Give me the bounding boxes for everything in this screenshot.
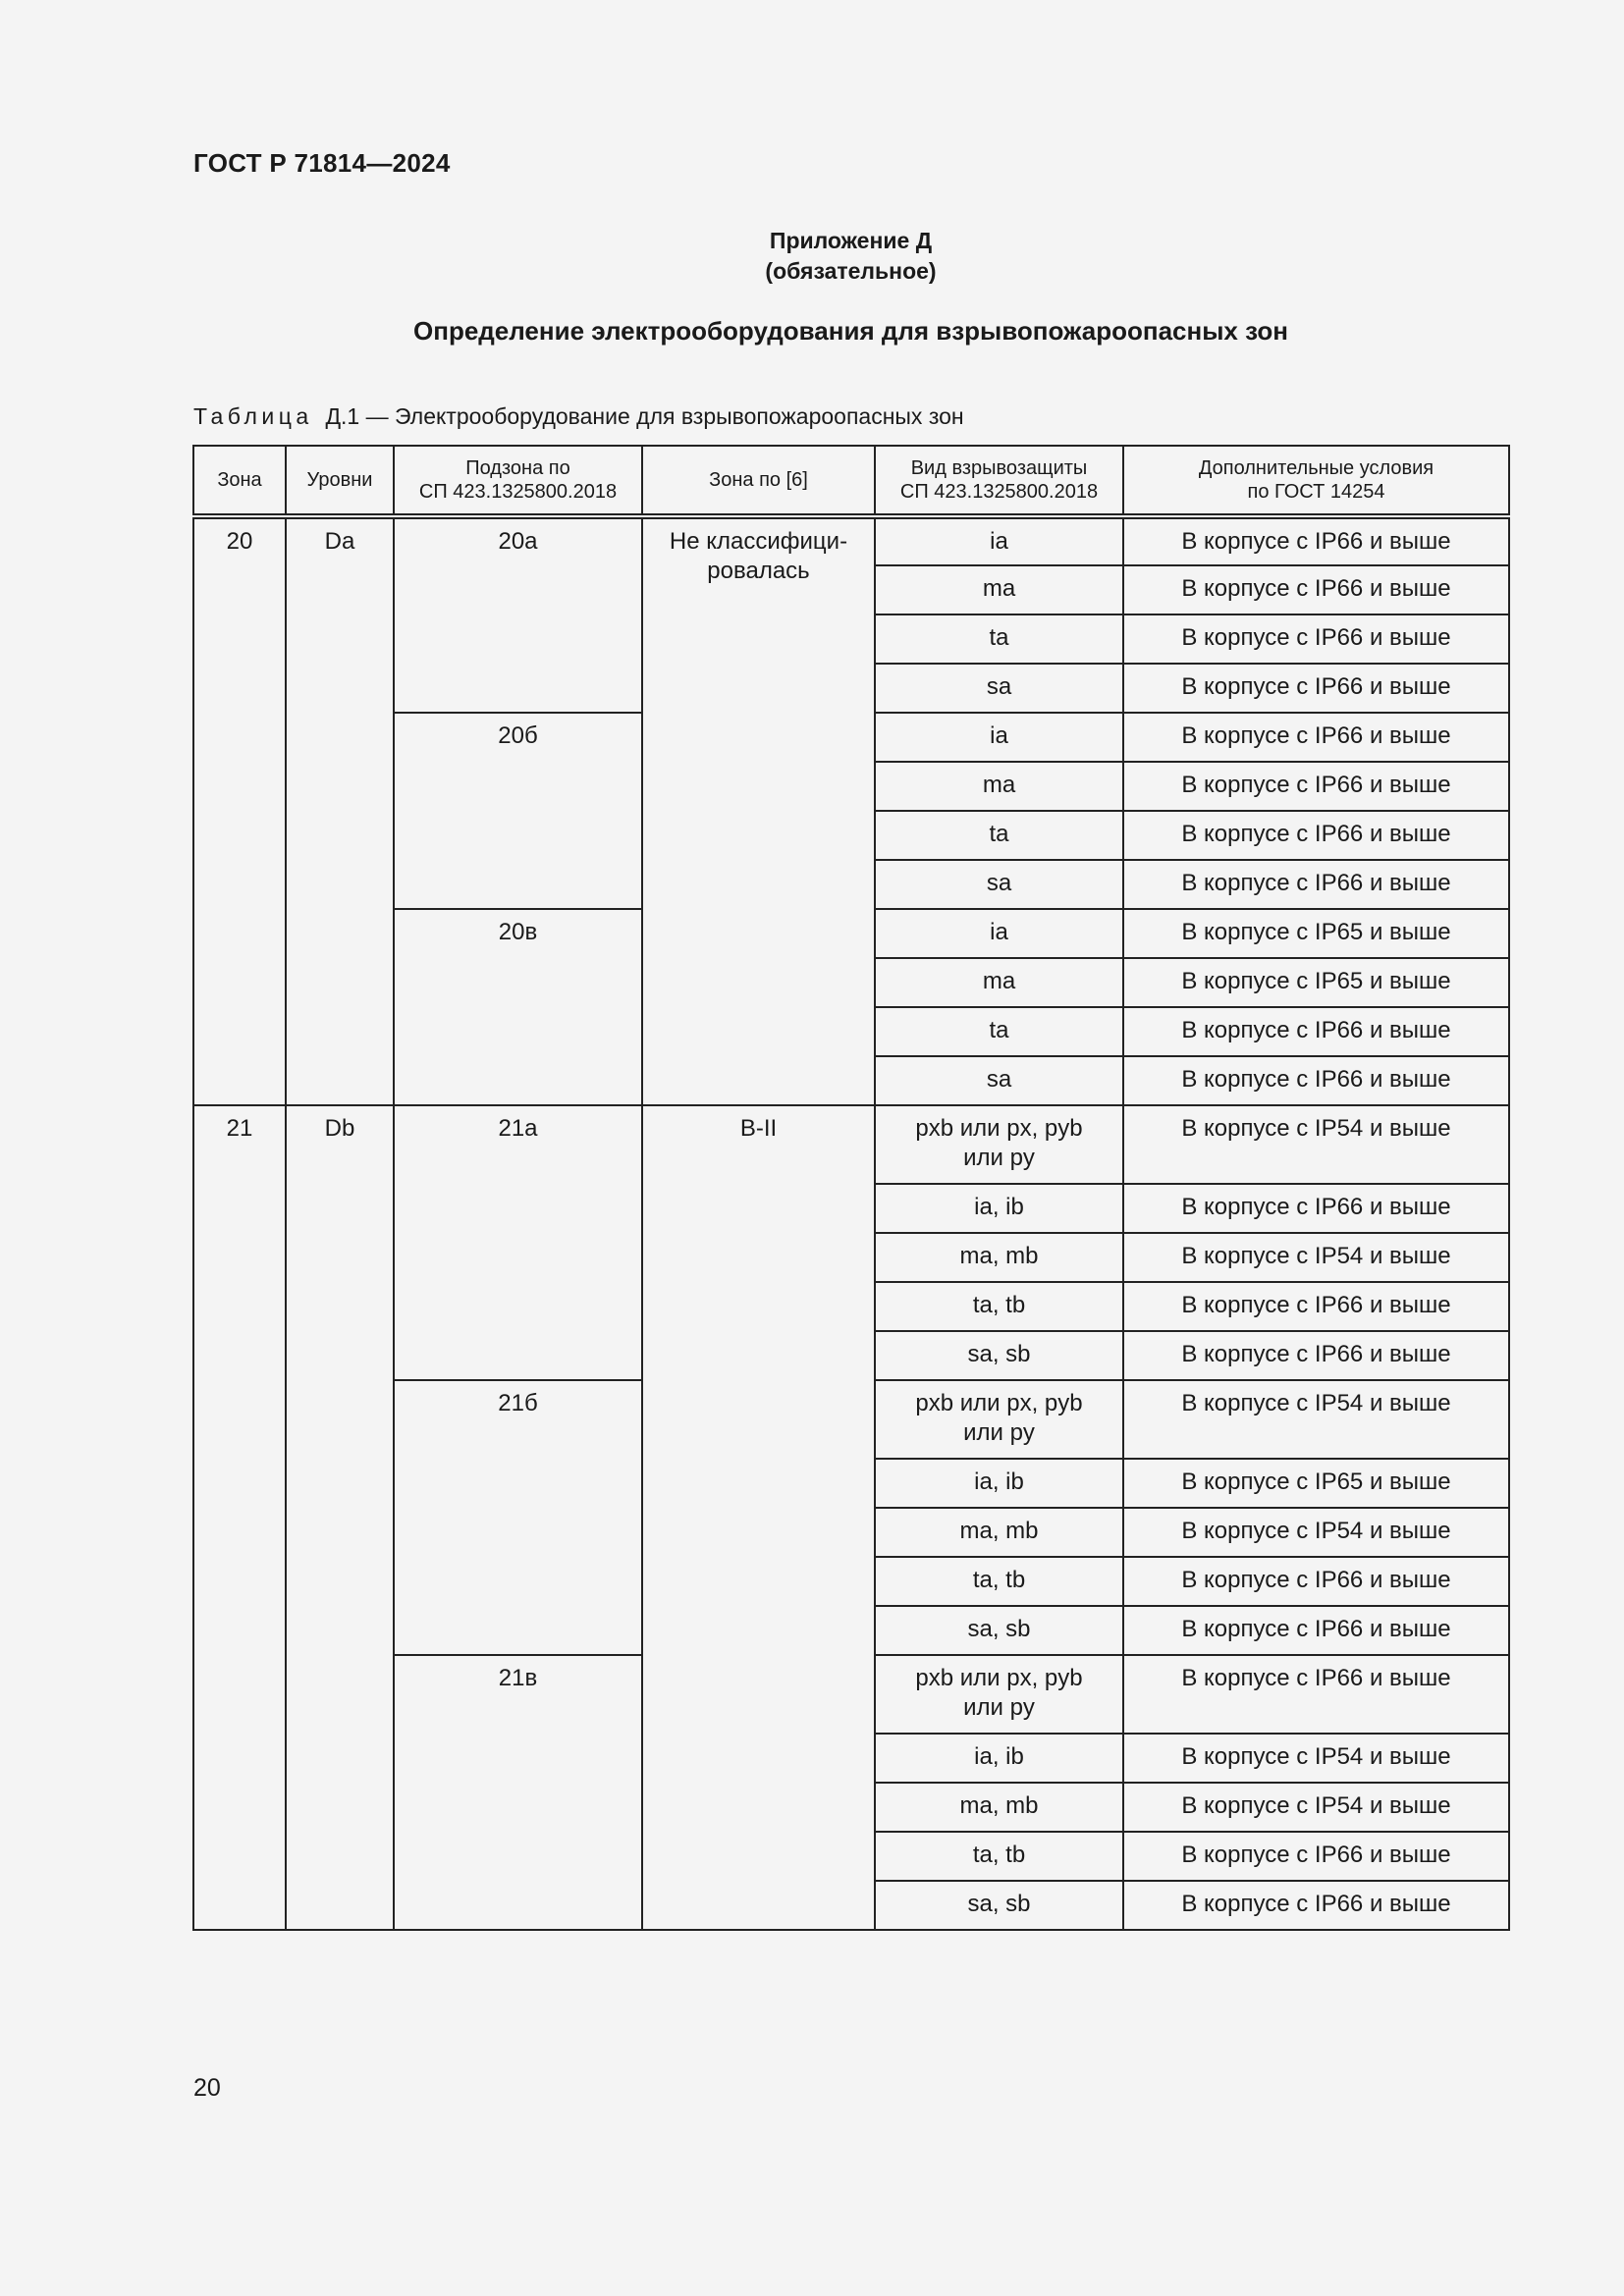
page-title: Определение электрооборудования для взрывопожароопасных зон: [413, 316, 1288, 346]
condition-value: В корпусе с IP66 и выше: [1181, 1842, 1451, 1868]
column-header: [642, 446, 875, 516]
protection-line: pxb или px, pyb: [915, 1115, 1083, 1142]
condition-cell: [1123, 565, 1509, 614]
condition-value: В корпусе с IP54 и выше: [1181, 1390, 1451, 1416]
condition-cell: [1123, 1459, 1509, 1508]
table-row: [193, 516, 1509, 565]
condition-cell: [1123, 1881, 1509, 1930]
condition-cell: [1123, 1105, 1509, 1184]
protection-cell: [875, 664, 1123, 713]
protection-line: pxb или px, pyb: [915, 1390, 1083, 1416]
protection-line: ia, ib: [974, 1468, 1024, 1495]
appendix-title: Приложение Д: [769, 228, 933, 253]
protection-line: ma: [982, 968, 1016, 994]
condition-cell: [1123, 1734, 1509, 1783]
protection-line: sa: [986, 673, 1012, 700]
column-header-line: Подзона по: [465, 457, 570, 479]
protection-line: ta, tb: [972, 1292, 1026, 1318]
zone6-line: Не классифици-: [669, 528, 848, 555]
condition-value: В корпусе с IP54 и выше: [1181, 1115, 1451, 1142]
condition-value: В корпусе с IP66 и выше: [1181, 624, 1451, 651]
condition-value: В корпусе с IP66 и выше: [1181, 1665, 1451, 1691]
condition-value: В корпусе с IP66 и выше: [1181, 870, 1451, 896]
condition-cell: [1123, 1508, 1509, 1557]
protection-line: ta: [989, 821, 1009, 847]
protection-cell: [875, 958, 1123, 1007]
subzone-value: 21а: [498, 1115, 538, 1142]
column-header: [286, 446, 394, 516]
protection-line: ma, mb: [959, 1792, 1039, 1819]
protection-cell: [875, 713, 1123, 762]
protection-cell: [875, 1832, 1123, 1881]
page-number: 20: [193, 2074, 221, 2102]
zone-cell: [193, 516, 286, 1105]
subzone-cell: [394, 713, 642, 909]
condition-cell: [1123, 811, 1509, 860]
table-caption: [193, 403, 964, 430]
protection-cell: [875, 565, 1123, 614]
protection-cell: [875, 1380, 1123, 1459]
table-row: [193, 1105, 1509, 1184]
zone-cell: [193, 1105, 286, 1930]
subzone-cell: [394, 909, 642, 1105]
level-value: Da: [324, 528, 355, 555]
protection-cell: [875, 860, 1123, 909]
protection-cell: [875, 1459, 1123, 1508]
zone-value: 20: [226, 528, 253, 555]
protection-cell: [875, 1783, 1123, 1832]
condition-cell: [1123, 1783, 1509, 1832]
condition-value: В корпусе с IP54 и выше: [1181, 1243, 1451, 1269]
protection-line: sa, sb: [967, 1616, 1031, 1642]
condition-cell: [1123, 1380, 1509, 1459]
condition-value: В корпусе с IP66 и выше: [1181, 575, 1451, 602]
subzone-value: 21в: [498, 1665, 538, 1691]
condition-value: В корпусе с IP65 и выше: [1181, 1468, 1451, 1495]
column-header: [193, 446, 286, 516]
protection-cell: [875, 1734, 1123, 1783]
condition-cell: [1123, 1184, 1509, 1233]
condition-value: В корпусе с IP66 и выше: [1181, 1017, 1451, 1043]
condition-value: В корпусе с IP54 и выше: [1181, 1518, 1451, 1544]
condition-cell: [1123, 958, 1509, 1007]
condition-value: В корпусе с IP66 и выше: [1181, 1066, 1451, 1093]
condition-value: В корпусе с IP66 и выше: [1181, 1194, 1451, 1220]
condition-value: В корпусе с IP65 и выше: [1181, 968, 1451, 994]
protection-cell: [875, 1606, 1123, 1655]
subzone-value: 21б: [498, 1390, 538, 1416]
condition-cell: [1123, 614, 1509, 664]
protection-line: ma: [982, 772, 1016, 798]
level-value: Db: [324, 1115, 355, 1142]
zone6-cell: [642, 1105, 875, 1930]
condition-cell: [1123, 713, 1509, 762]
condition-value: В корпусе с IP66 и выше: [1181, 722, 1451, 749]
subzone-cell: [394, 1380, 642, 1655]
zone-value: 21: [226, 1115, 253, 1142]
protection-cell: [875, 1881, 1123, 1930]
protection-cell: [875, 1557, 1123, 1606]
protection-cell: [875, 762, 1123, 811]
protection-cell: [875, 811, 1123, 860]
protection-line: sa, sb: [967, 1341, 1031, 1367]
level-cell: [286, 516, 394, 1105]
zone6-line: ровалась: [707, 558, 810, 584]
zone6-line: B-II: [739, 1115, 778, 1142]
protection-line: или py: [963, 1694, 1035, 1721]
condition-cell: [1123, 1007, 1509, 1056]
column-header-line: Уровни: [306, 469, 373, 491]
subzone-cell: [394, 1655, 642, 1930]
condition-cell: [1123, 1557, 1509, 1606]
condition-cell: [1123, 516, 1509, 565]
protection-line: sa: [986, 1066, 1012, 1093]
equipment-table: [192, 445, 1510, 1931]
condition-value: В корпусе с IP54 и выше: [1181, 1743, 1451, 1770]
subzone-value: 20б: [498, 722, 538, 749]
condition-cell: [1123, 1056, 1509, 1105]
subzone-value: 20в: [498, 919, 538, 945]
condition-value: В корпусе с IP66 и выше: [1181, 673, 1451, 700]
protection-cell: [875, 1105, 1123, 1184]
table-body: [193, 516, 1509, 1930]
column-header-line: СП 423.1325800.2018: [899, 481, 1099, 503]
condition-cell: [1123, 860, 1509, 909]
protection-cell: [875, 909, 1123, 958]
protection-line: pxb или px, pyb: [915, 1665, 1083, 1691]
condition-value: В корпусе с IP54 и выше: [1181, 1792, 1451, 1819]
protection-line: ma, mb: [959, 1518, 1039, 1544]
protection-cell: [875, 1282, 1123, 1331]
subzone-value: 20а: [498, 528, 538, 555]
column-header-line: СП 423.1325800.2018: [418, 481, 618, 503]
protection-cell: [875, 1056, 1123, 1105]
document-code: ГОСТ Р 71814—2024: [193, 148, 451, 178]
protection-cell: [875, 1655, 1123, 1734]
column-header: [394, 446, 642, 516]
subzone-cell: [394, 516, 642, 713]
protection-line: или py: [963, 1419, 1035, 1446]
column-header: [875, 446, 1123, 516]
column-header-line: Вид взрывозащиты: [910, 457, 1088, 479]
protection-cell: [875, 1508, 1123, 1557]
protection-line: ia: [990, 528, 1008, 555]
protection-cell: [875, 1007, 1123, 1056]
subzone-cell: [394, 1105, 642, 1380]
protection-cell: [875, 614, 1123, 664]
protection-line: ia, ib: [974, 1194, 1024, 1220]
condition-value: В корпусе с IP66 и выше: [1181, 1891, 1451, 1917]
protection-line: ia, ib: [974, 1743, 1024, 1770]
condition-value: В корпусе с IP66 и выше: [1181, 1292, 1451, 1318]
protection-line: ma, mb: [959, 1243, 1039, 1269]
protection-line: ta, tb: [972, 1567, 1026, 1593]
condition-value: В корпусе с IP66 и выше: [1181, 821, 1451, 847]
condition-cell: [1123, 762, 1509, 811]
condition-cell: [1123, 1655, 1509, 1734]
protection-cell: [875, 1184, 1123, 1233]
protection-line: ta: [989, 624, 1009, 651]
protection-line: ma: [982, 575, 1016, 602]
protection-cell: [875, 1233, 1123, 1282]
protection-line: ia: [990, 722, 1008, 749]
level-cell: [286, 1105, 394, 1930]
column-header-line: по ГОСТ 14254: [1247, 481, 1385, 503]
condition-value: В корпусе с IP66 и выше: [1181, 1567, 1451, 1593]
protection-cell: [875, 516, 1123, 565]
condition-cell: [1123, 664, 1509, 713]
condition-cell: [1123, 1606, 1509, 1655]
column-header-line: Зона по [6]: [709, 469, 808, 491]
table-caption-prefix: Таблица: [193, 403, 313, 429]
protection-line: или py: [963, 1145, 1035, 1171]
protection-line: ta: [989, 1017, 1009, 1043]
appendix-status: (обязательное): [765, 258, 937, 284]
column-header-line: Дополнительные условия: [1198, 457, 1435, 479]
protection-cell: [875, 1331, 1123, 1380]
condition-value: В корпусе с IP65 и выше: [1181, 919, 1451, 945]
column-header: [1123, 446, 1509, 516]
zone6-cell: [642, 516, 875, 1105]
condition-value: В корпусе с IP66 и выше: [1181, 772, 1451, 798]
protection-line: sa: [986, 870, 1012, 896]
condition-value: В корпусе с IP66 и выше: [1181, 1616, 1451, 1642]
table-header-row: [193, 446, 1509, 516]
condition-value: В корпусе с IP66 и выше: [1181, 1341, 1451, 1367]
condition-cell: [1123, 1832, 1509, 1881]
condition-cell: [1123, 1282, 1509, 1331]
condition-value: В корпусе с IP66 и выше: [1181, 528, 1451, 555]
appendix-heading: [0, 226, 1624, 287]
table-caption-text: Д.1 — Электрооборудование для взрывопожароопасных зон: [325, 403, 964, 429]
protection-line: ia: [990, 919, 1008, 945]
protection-line: sa, sb: [967, 1891, 1031, 1917]
condition-cell: [1123, 1331, 1509, 1380]
column-header-line: Зона: [217, 469, 262, 491]
protection-line: ta, tb: [972, 1842, 1026, 1868]
condition-cell: [1123, 1233, 1509, 1282]
condition-cell: [1123, 909, 1509, 958]
